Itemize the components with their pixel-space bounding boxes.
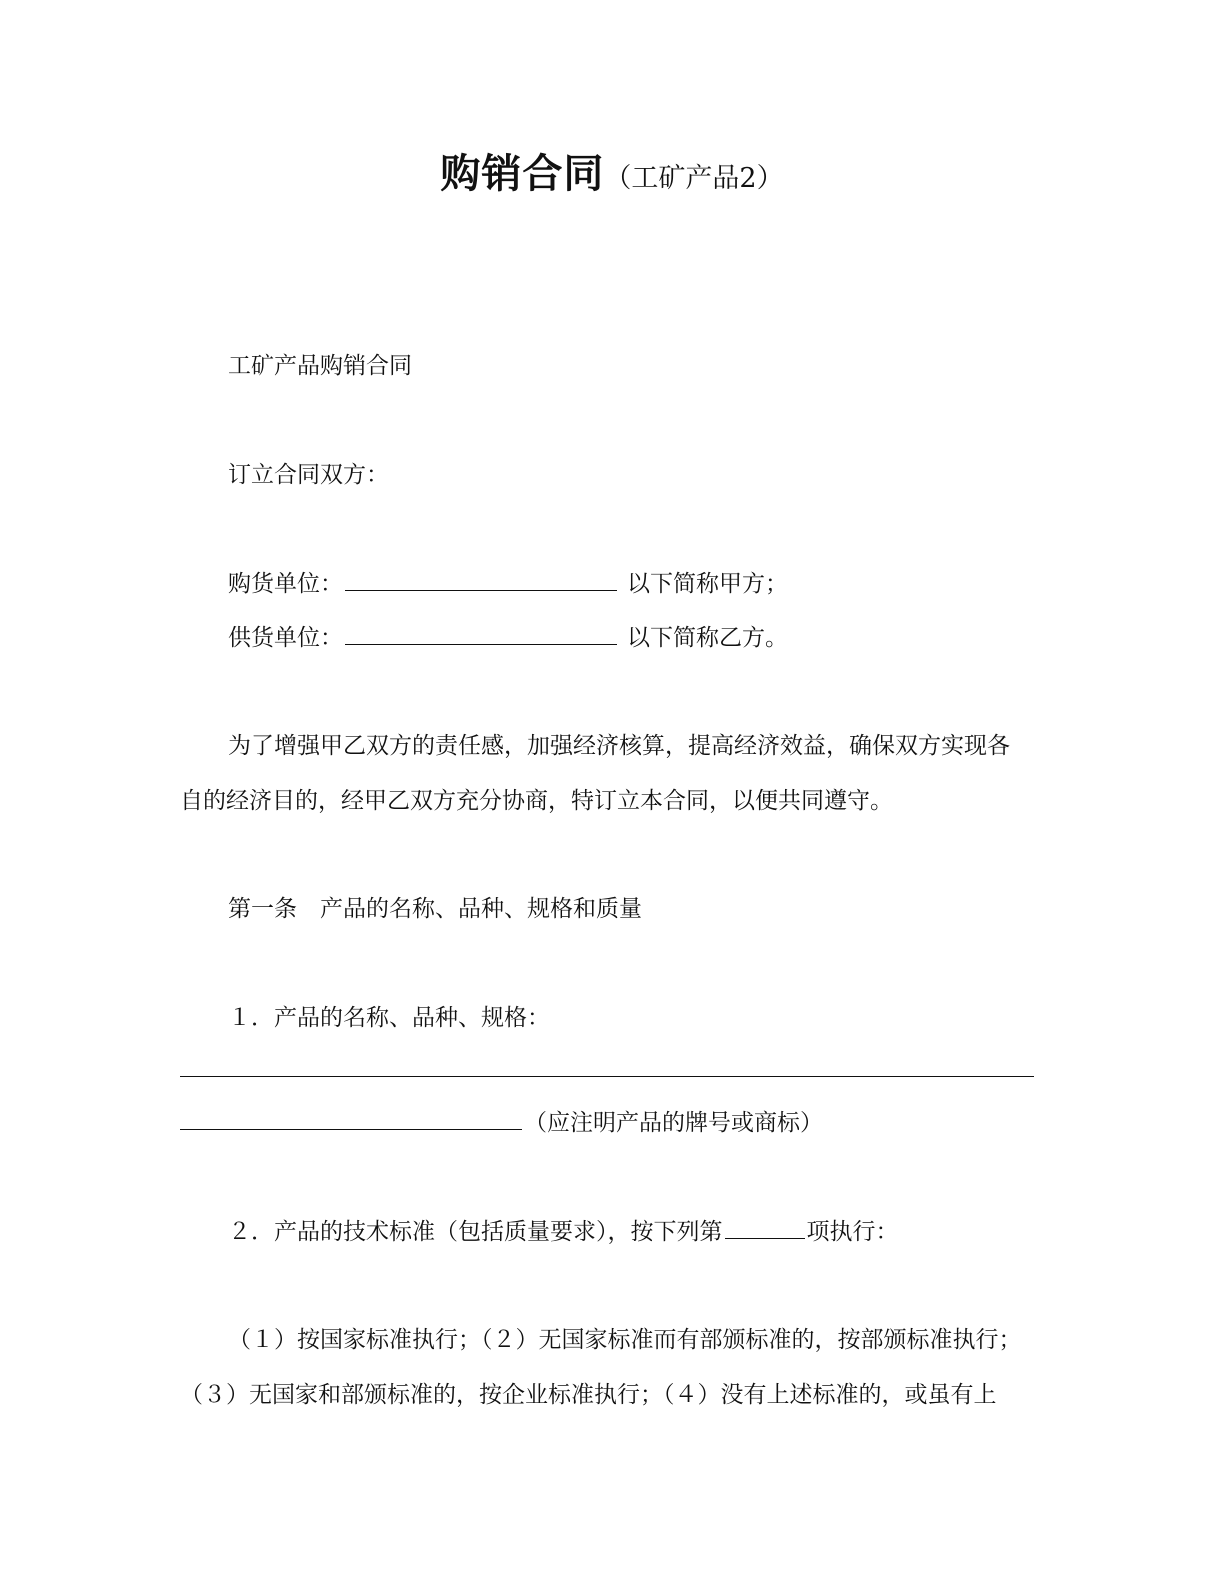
item-2-prefix: ２．产品的技术标准（包括质量要求），按下列第 xyxy=(228,1219,723,1245)
brand-note: （应注明产品的牌号或商标） xyxy=(524,1110,823,1136)
title-subtitle: （工矿产品2） xyxy=(604,163,784,194)
brand-blank[interactable] xyxy=(180,1107,522,1130)
title-main: 购销合同 xyxy=(440,151,605,197)
article-1-heading: 第一条 产品的名称、品种、规格和质量 xyxy=(228,896,642,922)
seller-label: 供货单位： xyxy=(228,625,343,651)
purpose-line-1: 为了增强甲乙双方的责任感，加强经济核算，提高经济效益，确保双方实现各 xyxy=(228,733,1010,759)
standards-line-1: （１）按国家标准执行；（２）无国家标准而有部颁标准的，按部颁标准执行； xyxy=(228,1327,1022,1353)
buyer-row xyxy=(228,568,788,600)
seller-row xyxy=(228,622,788,654)
item-1: １．产品的名称、品种、规格： xyxy=(228,1005,550,1031)
standards-line-2: （３）无国家和部颁标准的，按企业标准执行；（４）没有上述标准的，或虽有上 xyxy=(180,1382,997,1408)
contract-heading: 工矿产品购销合同 xyxy=(228,353,412,379)
buyer-label: 购货单位： xyxy=(228,571,343,597)
seller-name-blank[interactable] xyxy=(345,622,617,645)
purpose-line-2: 自的经济目的，经甲乙双方充分协商，特订立本合同，以便共同遵守。 xyxy=(180,788,893,814)
item-2-choice-blank[interactable] xyxy=(725,1216,805,1239)
buyer-name-blank[interactable] xyxy=(345,568,617,591)
item-2-suffix: 项执行： xyxy=(806,1219,899,1245)
item-2-row xyxy=(228,1216,899,1248)
document-title xyxy=(0,142,1224,199)
parties-intro: 订立合同双方： xyxy=(228,462,389,488)
product-name-blank-line[interactable] xyxy=(180,1076,1034,1077)
seller-suffix: 以下简称乙方。 xyxy=(627,625,788,651)
brand-row xyxy=(180,1107,823,1139)
buyer-suffix: 以下简称甲方； xyxy=(627,571,788,597)
